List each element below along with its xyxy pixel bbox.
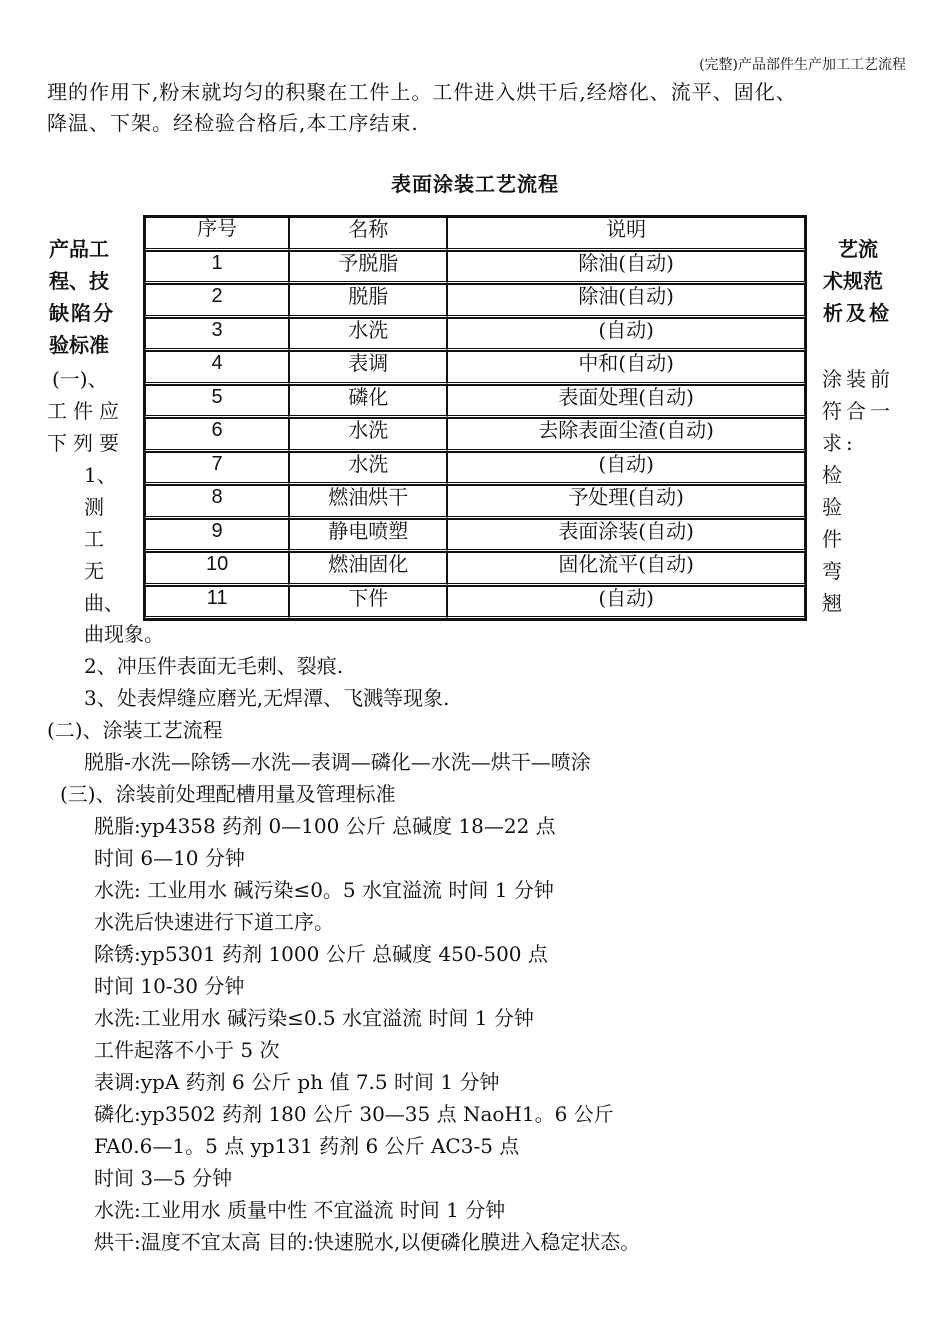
table-row [145, 485, 805, 519]
right-sub-2: 验 [822, 495, 842, 519]
body-line: 脱脂-水洗—除锈—水洗—表调—磷化—水洗—烘干—喷涂 [84, 750, 591, 774]
row-name: 下件 [289, 586, 447, 620]
row-description: 除油(自动) [447, 284, 805, 318]
body-line: 时间 3—5 分钟 [94, 1166, 233, 1190]
left-heading-4: 验标准 [49, 333, 109, 357]
right-line-3: 求: [822, 431, 857, 455]
intro-line-2: 降温、下架。经检验合格后,本工序结束. [47, 111, 419, 135]
body-text [47, 618, 640, 1258]
table-row [145, 586, 805, 620]
row-description: 表面涂装(自动) [447, 519, 805, 553]
row-name: 予脱脂 [289, 251, 447, 285]
row-number: 11 [145, 586, 289, 620]
row-description: (自动) [447, 586, 805, 620]
table-row [145, 351, 805, 385]
right-sub-5: 翘 [822, 591, 842, 615]
row-number: 3 [145, 318, 289, 352]
row-number: 10 [145, 552, 289, 586]
body-line: 时间 10-30 分钟 [94, 974, 245, 998]
row-number: 5 [145, 385, 289, 419]
section-title: 表面涂装工艺流程 [391, 172, 559, 196]
body-line: FA0.6—1。5 点 yp131 药剂 6 公斤 AC3-5 点 [94, 1134, 520, 1158]
header-name: 名称 [289, 217, 447, 251]
table-row [145, 519, 805, 553]
row-number: 4 [145, 351, 289, 385]
process-table [143, 215, 807, 621]
right-heading-3: 析及检 [823, 301, 892, 325]
right-line-1: 涂装前 [822, 367, 894, 391]
table-row [145, 452, 805, 486]
table-row [145, 318, 805, 352]
header-description: 说明 [447, 217, 805, 251]
left-heading-2: 程、技 [49, 269, 109, 293]
body-line: 2、冲压件表面无毛刺、裂痕. [84, 654, 344, 678]
row-name: 表调 [289, 351, 447, 385]
body-line: 时间 6—10 分钟 [94, 846, 245, 870]
row-name: 水洗 [289, 418, 447, 452]
row-description: 表面处理(自动) [447, 385, 805, 419]
body-line: 烘干:温度不宜太高 目的:快速脱水,以便磷化膜进入稳定状态。 [94, 1230, 641, 1254]
left-line-3: 下列要 [47, 431, 125, 455]
right-sub-4: 弯 [822, 559, 842, 583]
body-line: 磷化:yp3502 药剂 180 公斤 30—35 点 NaoH1。6 公斤 [94, 1102, 614, 1126]
table-row [145, 251, 805, 285]
body-line: 曲现象。 [84, 622, 164, 646]
right-sub-3: 件 [822, 527, 842, 551]
row-description: 去除表面尘渣(自动) [447, 418, 805, 452]
document-header: (完整)产品部件生产加工工艺流程 [699, 57, 906, 73]
row-number: 6 [145, 418, 289, 452]
body-line: 除锈:yp5301 药剂 1000 公斤 总碱度 450-500 点 [94, 942, 548, 966]
row-name: 脱脂 [289, 284, 447, 318]
header-number: 序号 [145, 217, 289, 251]
row-description: 予处理(自动) [447, 485, 805, 519]
row-name: 磷化 [289, 385, 447, 419]
right-line-2: 符合一 [822, 399, 894, 423]
body-line: 工件起落不小于 5 次 [94, 1038, 280, 1062]
left-sub-5: 曲、 [84, 591, 124, 615]
body-line: 水洗: 工业用水 碱污染≤0。5 水宜溢流 时间 1 分钟 [94, 878, 554, 902]
row-number: 1 [145, 251, 289, 285]
left-line-1: (一)、 [52, 367, 108, 391]
row-name: 燃油固化 [289, 552, 447, 586]
left-sub-3: 工 [84, 527, 104, 551]
left-heading-1: 产品工 [49, 237, 109, 261]
row-name: 水洗 [289, 318, 447, 352]
left-sub-2: 测 [84, 495, 104, 519]
row-number: 9 [145, 519, 289, 553]
body-line: 水洗后快速进行下道工序。 [94, 910, 334, 934]
right-sub-1: 检 [822, 463, 842, 487]
row-description: 固化流平(自动) [447, 552, 805, 586]
body-line: 脱脂:yp4358 药剂 0—100 公斤 总碱度 18—22 点 [94, 814, 556, 838]
body-line: (二)、涂装工艺流程 [47, 718, 223, 742]
row-name: 燃油烘干 [289, 485, 447, 519]
left-heading-3: 缺陷分 [49, 301, 115, 325]
row-name: 静电喷塑 [289, 519, 447, 553]
left-line-2: 工件应 [47, 399, 125, 423]
body-line: 水洗:工业用水 质量中性 不宜溢流 时间 1 分钟 [94, 1198, 506, 1222]
row-description: (自动) [447, 318, 805, 352]
table-header-row [145, 217, 805, 251]
body-line: 表调:ypA 药剂 6 公斤 ph 值 7.5 时间 1 分钟 [94, 1070, 500, 1094]
left-sub-1: 1、 [84, 463, 117, 487]
right-heading-1: 艺流 [838, 237, 878, 261]
body-line: (三)、涂装前处理配槽用量及管理标准 [60, 782, 396, 806]
table-row [145, 385, 805, 419]
row-number: 8 [145, 485, 289, 519]
table-row [145, 284, 805, 318]
row-description: (自动) [447, 452, 805, 486]
table-row [145, 418, 805, 452]
row-number: 2 [145, 284, 289, 318]
body-line: 3、处表焊缝应磨光,无焊潭、飞溅等现象. [84, 686, 450, 710]
row-number: 7 [145, 452, 289, 486]
intro-line-1: 理的作用下,粉末就均匀的积聚在工件上。工件进入烘干后,经熔化、流平、固化、 [47, 80, 797, 104]
row-description: 除油(自动) [447, 251, 805, 285]
row-name: 水洗 [289, 452, 447, 486]
table-row [145, 552, 805, 586]
left-sub-4: 无 [84, 559, 104, 583]
body-line: 水洗:工业用水 碱污染≤0.5 水宜溢流 时间 1 分钟 [94, 1006, 534, 1030]
right-heading-2: 术规范 [823, 269, 883, 293]
row-description: 中和(自动) [447, 351, 805, 385]
